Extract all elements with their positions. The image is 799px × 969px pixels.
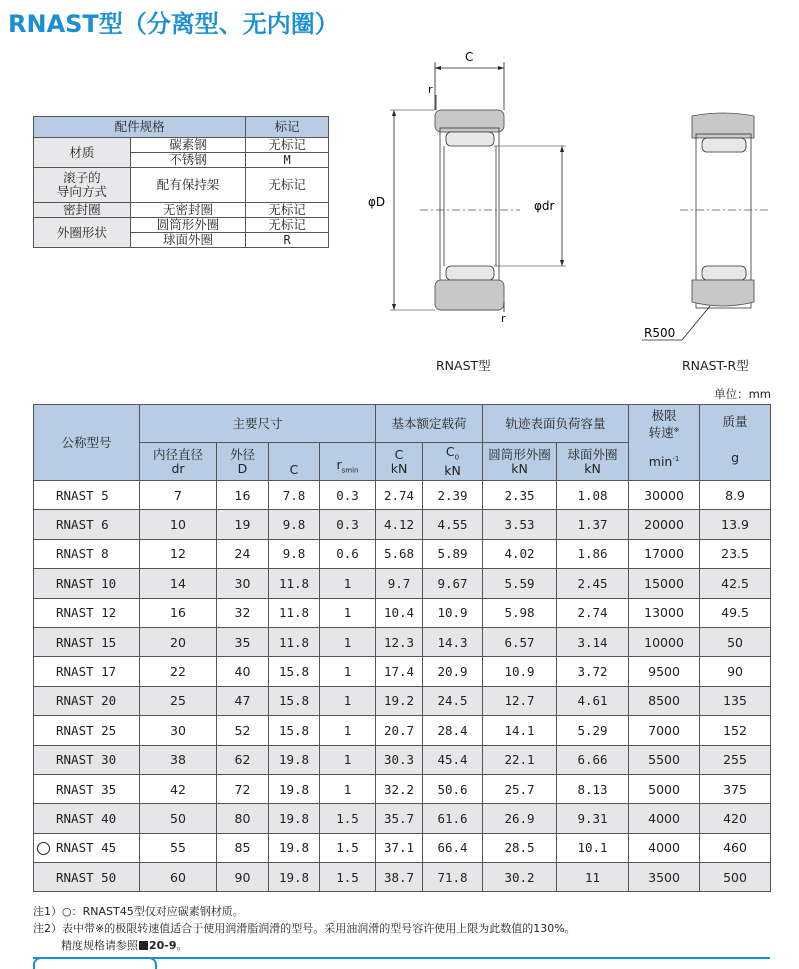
cell-r: 1 — [320, 598, 376, 627]
spec-seal-mark: 无标记 — [246, 203, 329, 218]
cell-model — [34, 863, 140, 892]
cell-mass: 375 — [700, 774, 771, 803]
cell-dr: 16 — [140, 598, 217, 627]
model-label: RNAST 20 — [56, 693, 117, 709]
cell-D: 47 — [217, 686, 269, 715]
cell-C0: 28.4 — [423, 716, 483, 745]
cell-speed: 15000 — [629, 569, 700, 598]
cell-C0: 50.6 — [423, 774, 483, 803]
cell-Cr: 30.3 — [376, 745, 423, 774]
cell-Cr: 2.74 — [376, 481, 423, 510]
cell-cyl: 25.7 — [483, 774, 557, 803]
cell-D: 30 — [217, 569, 269, 598]
cell-sph: 8.13 — [557, 774, 629, 803]
cell-r: 1 — [320, 657, 376, 686]
spec-table — [33, 116, 329, 248]
cell-C: 19.8 — [269, 863, 320, 892]
cell-dr: 60 — [140, 863, 217, 892]
cell-D: 80 — [217, 804, 269, 833]
note-2: 注2）表中带※的极限转速值适合于使用润滑脂润滑的型号。采用油润滑的型号容许使用上限为此数值的130%。 — [33, 922, 576, 935]
sub-load-C0 — [423, 443, 483, 481]
spec-header-spec: 配件规格 — [34, 117, 246, 138]
cell-speed: 8500 — [629, 686, 700, 715]
dimension-table — [33, 404, 771, 892]
cell-D: 40 — [217, 657, 269, 686]
cell-Cr: 32.2 — [376, 774, 423, 803]
cell-speed: 4000 — [629, 833, 700, 862]
sub-D — [217, 443, 269, 481]
cell-C: 11.8 — [269, 627, 320, 656]
cell-model — [34, 833, 140, 862]
cell-dr: 20 — [140, 627, 217, 656]
sub-r-label: r — [336, 456, 342, 472]
cell-r: 1.5 — [320, 804, 376, 833]
cell-speed: 5500 — [629, 745, 700, 774]
cell-model — [34, 716, 140, 745]
bearing-diagram — [368, 40, 780, 380]
cell-D: 62 — [217, 745, 269, 774]
cell-mass: 255 — [700, 745, 771, 774]
dim-dr-label: φdr — [534, 199, 555, 213]
spec-carbon-mark: 无标记 — [246, 138, 329, 153]
model-label: RNAST 8 — [56, 546, 109, 562]
model-label: RNAST 40 — [56, 810, 117, 826]
cell-C0: 71.8 — [423, 863, 483, 892]
cell-C0: 20.9 — [423, 657, 483, 686]
cell-D: 72 — [217, 774, 269, 803]
spec-guide-label-1: 滚子的 — [63, 170, 101, 185]
cell-cyl: 12.7 — [483, 686, 557, 715]
cell-dr: 30 — [140, 716, 217, 745]
cell-dr: 50 — [140, 804, 217, 833]
cell-cyl: 30.2 — [483, 863, 557, 892]
cell-D: 52 — [217, 716, 269, 745]
sub-r — [320, 443, 376, 481]
header-speed-2: 转速 — [648, 425, 674, 441]
note-3-pre: 精度规格请参照 — [61, 939, 138, 952]
cell-dr: 7 — [140, 481, 217, 510]
cell-cyl: 4.02 — [483, 539, 557, 568]
cell-C0: 9.67 — [423, 569, 483, 598]
cell-D: 90 — [217, 863, 269, 892]
cell-mass: 23.5 — [700, 539, 771, 568]
spec-carbon: 碳素钢 — [130, 138, 246, 153]
table-row — [34, 657, 771, 686]
cell-model — [34, 510, 140, 539]
table-row — [34, 539, 771, 568]
cell-cyl: 28.5 — [483, 833, 557, 862]
sub-load-C0-1: C — [445, 443, 455, 459]
header-model: 公称型号 — [34, 405, 140, 481]
cell-dr: 25 — [140, 686, 217, 715]
cell-sph: 1.08 — [557, 481, 629, 510]
table-row — [34, 569, 771, 598]
cell-speed: 5000 — [629, 774, 700, 803]
dim-d-label: φD — [368, 195, 386, 209]
cell-Cr: 12.3 — [376, 627, 423, 656]
cell-dr: 14 — [140, 569, 217, 598]
cell-speed: 3500 — [629, 863, 700, 892]
cell-C: 19.8 — [269, 833, 320, 862]
cell-model — [34, 657, 140, 686]
table-row — [34, 745, 771, 774]
cell-mass: 90 — [700, 657, 771, 686]
cell-Cr: 19.2 — [376, 686, 423, 715]
cell-sph: 5.29 — [557, 716, 629, 745]
sub-dr-2: dr — [171, 460, 185, 476]
dim-r-bottom: r — [501, 312, 506, 325]
cell-r: 1 — [320, 686, 376, 715]
cell-cyl: 5.98 — [483, 598, 557, 627]
cell-cyl: 10.9 — [483, 657, 557, 686]
cell-Cr: 5.68 — [376, 539, 423, 568]
cell-r: 0.3 — [320, 510, 376, 539]
cell-cyl: 5.59 — [483, 569, 557, 598]
rnast-r-cross-section — [642, 113, 768, 340]
cell-C: 7.8 — [269, 481, 320, 510]
sub-load-C0-sub: 0 — [454, 453, 460, 462]
cell-speed: 13000 — [629, 598, 700, 627]
sub-sph — [557, 443, 629, 481]
cell-Cr: 17.4 — [376, 657, 423, 686]
cell-C: 19.8 — [269, 774, 320, 803]
cell-D: 19 — [217, 510, 269, 539]
cell-D: 85 — [217, 833, 269, 862]
spec-cyl-mark: 无标记 — [246, 218, 329, 233]
cell-sph: 1.37 — [557, 510, 629, 539]
cell-speed: 10000 — [629, 627, 700, 656]
cell-sph: 2.74 — [557, 598, 629, 627]
header-mass — [700, 405, 771, 481]
cell-model — [34, 804, 140, 833]
header-speed-1: 极限 — [651, 408, 677, 423]
sub-sph-2: kN — [584, 460, 601, 476]
cell-r: 0.6 — [320, 539, 376, 568]
cell-C0: 5.89 — [423, 539, 483, 568]
sub-r-sub: smin — [341, 466, 359, 474]
cell-mass: 135 — [700, 686, 771, 715]
sub-load-C-2: kN — [390, 460, 408, 476]
cell-mass: 50 — [700, 627, 771, 656]
cell-C0: 24.5 — [423, 686, 483, 715]
cell-C: 11.8 — [269, 598, 320, 627]
spec-stainless: 不锈钢 — [130, 153, 246, 168]
model-label: RNAST 35 — [56, 781, 117, 797]
cell-model — [34, 598, 140, 627]
cell-dr: 38 — [140, 745, 217, 774]
cell-C: 9.8 — [269, 510, 320, 539]
cell-sph: 3.14 — [557, 627, 629, 656]
sub-load-C — [376, 443, 423, 481]
model-label: RNAST 50 — [56, 869, 117, 885]
header-track: 轨迹表面负荷容量 — [483, 405, 629, 443]
sub-cyl-1: 圆筒形外圈 — [488, 446, 551, 462]
model-label: RNAST 12 — [56, 605, 117, 621]
sub-cyl — [483, 443, 557, 481]
header-load: 基本额定载荷 — [376, 405, 483, 443]
model-label: RNAST 25 — [56, 722, 117, 738]
cell-speed: 9500 — [629, 657, 700, 686]
cell-C: 15.8 — [269, 686, 320, 715]
dim-r-top: r — [428, 83, 433, 96]
table-row — [34, 863, 771, 892]
spec-guide-label — [34, 168, 131, 203]
note-3 — [33, 937, 576, 954]
model-label: RNAST 30 — [56, 752, 117, 768]
sub-D-1: 外径 — [229, 446, 255, 462]
cell-Cr: 4.12 — [376, 510, 423, 539]
cell-sph: 10.1 — [557, 833, 629, 862]
cell-Cr: 20.7 — [376, 716, 423, 745]
table-row — [34, 627, 771, 656]
model-label: RNAST 15 — [56, 634, 117, 650]
model-label: RNAST 45 — [56, 840, 117, 856]
table-row — [34, 598, 771, 627]
header-mass-label: 质量 — [722, 414, 748, 429]
cell-r: 1.5 — [320, 833, 376, 862]
sub-mass-unit: g — [731, 450, 740, 465]
cell-sph: 4.61 — [557, 686, 629, 715]
model-label: RNAST 17 — [56, 664, 117, 680]
cell-mass: 152 — [700, 716, 771, 745]
dim-c-label: C — [465, 50, 474, 64]
sub-dr-1: 内径直径 — [152, 446, 203, 462]
cell-cyl: 2.35 — [483, 481, 557, 510]
note-1: 注1）○：RNAST45型仅对应碳素钢材质。 — [33, 905, 244, 918]
model-label: RNAST 10 — [56, 575, 117, 591]
cell-C0: 45.4 — [423, 745, 483, 774]
cell-model — [34, 627, 140, 656]
cell-r: 1 — [320, 627, 376, 656]
cell-model — [34, 481, 140, 510]
cell-speed: 7000 — [629, 716, 700, 745]
cell-C0: 14.3 — [423, 627, 483, 656]
cell-speed: 30000 — [629, 481, 700, 510]
unit-label: 单位：mm — [714, 387, 771, 401]
table-row — [34, 716, 771, 745]
table-body — [34, 481, 771, 892]
spec-seal-label: 密封圈 — [34, 203, 131, 218]
sub-load-C0-2: kN — [444, 463, 461, 479]
cell-mass: 49.5 — [700, 598, 771, 627]
header-speed — [629, 405, 700, 481]
table-row — [34, 774, 771, 803]
cell-sph: 11 — [557, 863, 629, 892]
spec-shape-label: 外圈形状 — [34, 218, 131, 248]
header-dims: 主要尺寸 — [140, 405, 376, 443]
spec-sph-mark: R — [246, 233, 329, 248]
cell-r: 0.3 — [320, 481, 376, 510]
rnast-cross-section — [368, 50, 566, 325]
caption-rnast: RNAST型 — [436, 358, 491, 373]
cell-sph: 2.45 — [557, 569, 629, 598]
cell-C0: 2.39 — [423, 481, 483, 510]
cell-C: 19.8 — [269, 804, 320, 833]
sub-speed-unit: min — [648, 454, 673, 470]
spec-guide-mark: 无标记 — [246, 168, 329, 203]
cell-mass: 42.5 — [700, 569, 771, 598]
cell-cyl: 26.9 — [483, 804, 557, 833]
cell-cyl: 14.1 — [483, 716, 557, 745]
cell-r: 1 — [320, 569, 376, 598]
model-label: RNAST 5 — [56, 487, 109, 503]
cell-mass: 420 — [700, 804, 771, 833]
sub-cyl-2: kN — [511, 460, 528, 476]
cell-model — [34, 539, 140, 568]
spec-stainless-mark: M — [246, 153, 329, 168]
spec-cyl: 圆筒形外圈 — [130, 218, 246, 233]
spec-seal-value: 无密封圈 — [130, 203, 246, 218]
note-3-post: 。 — [176, 939, 188, 952]
cell-C0: 66.4 — [423, 833, 483, 862]
cell-C: 11.8 — [269, 569, 320, 598]
sub-speed-sup: -1 — [672, 455, 680, 464]
cell-dr: 42 — [140, 774, 217, 803]
cell-D: 24 — [217, 539, 269, 568]
cell-speed: 20000 — [629, 510, 700, 539]
caption-rnast-r: RNAST-R型 — [682, 358, 749, 373]
table-row — [34, 833, 771, 862]
cell-dr: 22 — [140, 657, 217, 686]
cell-dr: 10 — [140, 510, 217, 539]
table-row — [34, 804, 771, 833]
cell-cyl: 3.53 — [483, 510, 557, 539]
cell-sph: 9.31 — [557, 804, 629, 833]
note-3-ref[interactable]: 20-9 — [149, 939, 177, 952]
spec-guide-label-2: 导向方式 — [56, 184, 107, 199]
sub-sph-1: 球面外圈 — [567, 446, 618, 462]
model-label: RNAST 6 — [56, 517, 109, 533]
cell-Cr: 10.4 — [376, 598, 423, 627]
notes — [33, 903, 576, 954]
radius-label: R500 — [644, 326, 676, 340]
cell-C0: 61.6 — [423, 804, 483, 833]
cell-sph: 3.72 — [557, 657, 629, 686]
circle-mark-icon — [37, 842, 50, 855]
sub-C: C — [269, 443, 320, 481]
sub-D-2: D — [237, 460, 248, 476]
reference-icon — [139, 941, 148, 950]
spec-guide-value: 配有保持架 — [130, 168, 246, 203]
spec-material-label: 材质 — [34, 138, 131, 168]
table-row — [34, 481, 771, 510]
cell-dr: 55 — [140, 833, 217, 862]
cell-mass: 500 — [700, 863, 771, 892]
cell-mass: 13.9 — [700, 510, 771, 539]
cell-Cr: 9.7 — [376, 569, 423, 598]
cell-D: 32 — [217, 598, 269, 627]
table-row — [34, 510, 771, 539]
cell-C: 19.8 — [269, 745, 320, 774]
cell-model — [34, 745, 140, 774]
cell-Cr: 37.1 — [376, 833, 423, 862]
cell-r: 1.5 — [320, 863, 376, 892]
cell-model — [34, 774, 140, 803]
cell-dr: 12 — [140, 539, 217, 568]
cell-C: 15.8 — [269, 716, 320, 745]
cell-sph: 6.66 — [557, 745, 629, 774]
cell-D: 16 — [217, 481, 269, 510]
table-row — [34, 686, 771, 715]
sub-dr — [140, 443, 217, 481]
cell-speed: 17000 — [629, 539, 700, 568]
sub-load-C-1: C — [394, 446, 404, 462]
cell-speed: 4000 — [629, 804, 700, 833]
cell-C: 9.8 — [269, 539, 320, 568]
cell-mass: 460 — [700, 833, 771, 862]
cell-r: 1 — [320, 774, 376, 803]
footer-rule — [33, 957, 770, 959]
cell-cyl: 22.1 — [483, 745, 557, 774]
cell-mass: 8.9 — [700, 481, 771, 510]
cell-C0: 4.55 — [423, 510, 483, 539]
speed-asterisk: ※ — [673, 426, 680, 434]
cell-C0: 10.9 — [423, 598, 483, 627]
cell-D: 35 — [217, 627, 269, 656]
cell-Cr: 38.7 — [376, 863, 423, 892]
cell-C: 15.8 — [269, 657, 320, 686]
cell-sph: 1.86 — [557, 539, 629, 568]
cell-cyl: 6.57 — [483, 627, 557, 656]
spec-header-mark: 标记 — [246, 117, 329, 138]
cell-model — [34, 569, 140, 598]
cell-model — [34, 686, 140, 715]
page-title: RNAST型（分离型、无内圈） — [8, 10, 339, 38]
cell-Cr: 35.7 — [376, 804, 423, 833]
cell-r: 1 — [320, 716, 376, 745]
cell-r: 1 — [320, 745, 376, 774]
spec-sph: 球面外圈 — [130, 233, 246, 248]
